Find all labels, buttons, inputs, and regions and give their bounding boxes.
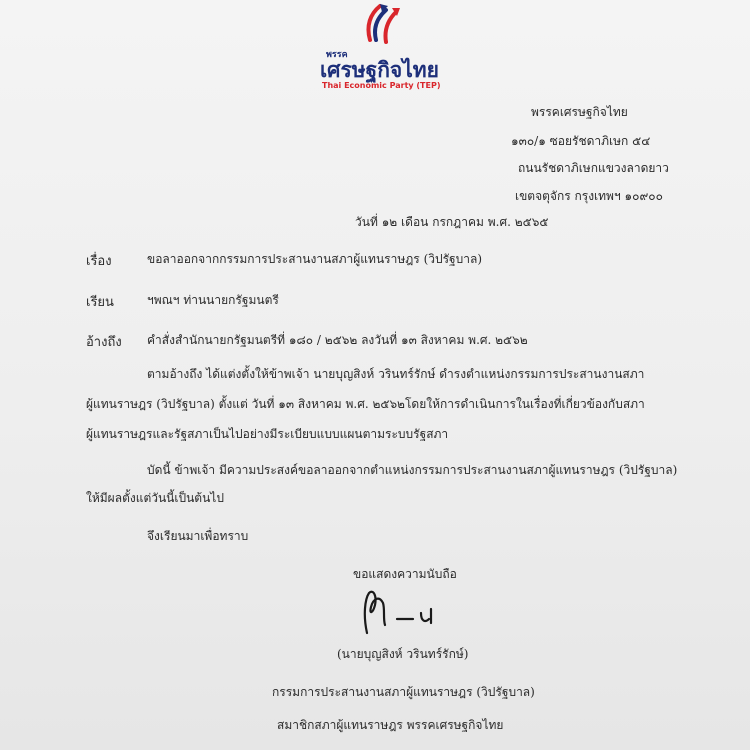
- party-logo: [318, 0, 448, 98]
- body-paragraph-2-line-2: ให้มีผลตั้งแต่วันนี้เป็นต้นไป: [86, 491, 224, 505]
- body-paragraph-1-line-2: ผู้แทนราษฎร (วิปรัฐบาล) ตั้งแต่ วันที่ ๑๓ สิงหาคม พ.ศ. ๒๕๖๒โดยให้การดำเนินการในเรื่องที่เกี่ยวข้องกับสภา: [86, 397, 645, 411]
- body-paragraph-3: จึงเรียนมาเพื่อทราบ: [147, 529, 249, 543]
- date-month-label: เดือน: [401, 215, 429, 229]
- letter-date: [355, 214, 548, 230]
- date-year-label: พ.ศ.: [487, 215, 511, 229]
- logo-small-label: พรรค: [326, 50, 348, 60]
- subject-label: เรื่อง: [86, 254, 112, 269]
- date-day: ๑๒: [381, 215, 398, 229]
- date-month: กรกฎาคม: [432, 215, 484, 229]
- signature-image: [355, 585, 475, 635]
- body-paragraph-1-line-3: ผู้แทนราษฎรและรัฐสภาเป็นไปอย่างมีระเบียบแบบแผนตามระบบรัฐสภา: [86, 427, 449, 441]
- subject-text: ขอลาออกจากกรรมการประสานงานสภาผู้แทนราษฎร (วิปรัฐบาล): [147, 252, 483, 266]
- closing-regards: ขอแสดงความนับถือ: [353, 567, 457, 581]
- address-line-1: พรรคเศรษฐกิจไทย: [531, 105, 628, 119]
- date-day-label: วันที่: [355, 215, 378, 229]
- recipient-label: เรียน: [86, 295, 114, 310]
- signer-position-1: กรรมการประสานงานสภาผู้แทนราษฎร (วิปรัฐบาล): [272, 685, 535, 699]
- address-line-4: เขตจตุจักร กรุงเทพฯ ๑๐๙๐๐: [515, 189, 663, 203]
- body-paragraph-1-line-1: ตามอ้างถึง ได้แต่งตั้งให้ข้าพเจ้า นายบุญสิงห์ วรินทร์รักษ์ ดำรงตำแหน่งกรรมการประสานงานสภา: [147, 367, 645, 381]
- logo-english-name: Thai Economic Party (TEP): [322, 81, 441, 90]
- reference-text: คำสั่งสำนักนายกรัฐมนตรีที่ ๑๘๐ / ๒๕๖๒ ลงวันที่ ๑๓ สิงหาคม พ.ศ. ๒๕๖๒: [147, 333, 528, 347]
- party-emblem-icon: [360, 0, 408, 44]
- address-line-3: ถนนรัชดาภิเษกแขวงลาดยาว: [518, 161, 669, 175]
- body-paragraph-2-line-1: บัดนี้ ข้าพเจ้า มีความประสงค์ขอลาออกจากตำแหน่งกรรมการประสานงานสภาผู้แทนราษฎร (วิปรัฐบาล): [147, 463, 678, 477]
- logo-party-name: เศรษฐกิจไทย: [320, 58, 439, 82]
- signer-name: (นายบุญสิงห์ วรินทร์รักษ์): [337, 647, 469, 661]
- recipient-text: ฯพณฯ ท่านนายกรัฐมนตรี: [147, 293, 279, 307]
- address-line-2: ๑๓๐/๑ ซอยรัชดาภิเษก ๕๔: [511, 134, 651, 148]
- reference-label: อ้างถึง: [86, 335, 122, 350]
- date-year: ๒๕๖๕: [514, 215, 549, 229]
- signer-position-2: สมาชิกสภาผู้แทนราษฎร พรรคเศรษฐกิจไทย: [277, 718, 504, 732]
